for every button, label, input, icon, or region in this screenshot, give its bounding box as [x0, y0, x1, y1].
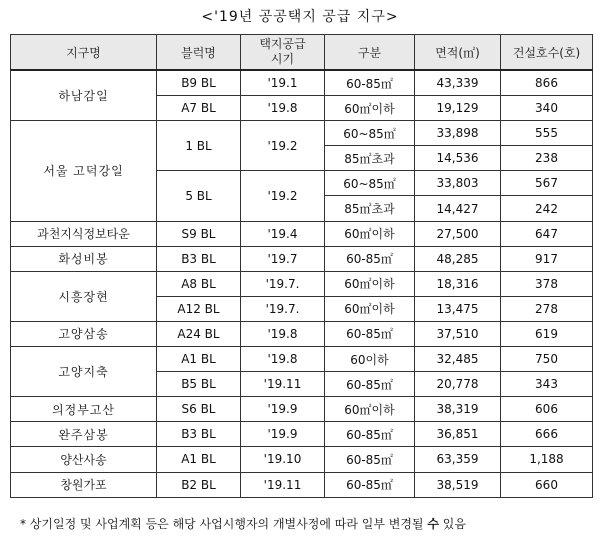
category-cell: 60-85㎡ — [325, 472, 415, 497]
district-cell: 과천지식정보타운 — [11, 221, 157, 246]
category-cell: 85㎡초과 — [325, 196, 415, 221]
footnote-suffix: 있음 — [438, 517, 466, 531]
timing-cell: '19.2 — [241, 171, 325, 221]
category-cell: 85㎡초과 — [325, 146, 415, 171]
units-cell: 917 — [501, 246, 593, 271]
category-cell: 60-85㎡ — [325, 70, 415, 96]
timing-cell: '19.7 — [241, 246, 325, 271]
block-cell: A12 BL — [157, 296, 241, 321]
table-row — [11, 121, 593, 146]
category-cell: 60㎡이하 — [325, 221, 415, 246]
header-timing-line1: 택지공급 — [259, 37, 306, 51]
district-cell: 서울 고덕강일 — [11, 121, 157, 221]
area-cell: 43,339 — [415, 70, 501, 96]
units-cell: 606 — [501, 397, 593, 422]
area-cell: 32,485 — [415, 347, 501, 372]
units-cell: 278 — [501, 296, 593, 321]
area-cell: 13,475 — [415, 296, 501, 321]
units-cell: 378 — [501, 271, 593, 296]
header-timing — [241, 35, 325, 71]
units-cell: 866 — [501, 70, 593, 96]
block-cell: 5 BL — [157, 171, 241, 221]
table-row — [11, 246, 593, 271]
timing-cell: '19.1 — [241, 70, 325, 96]
timing-cell: '19.7. — [241, 271, 325, 296]
block-cell: A24 BL — [157, 321, 241, 346]
table-row — [11, 321, 593, 346]
timing-cell: '19.10 — [241, 447, 325, 472]
timing-cell: '19.4 — [241, 221, 325, 246]
units-cell: 666 — [501, 422, 593, 447]
category-cell: 60이하 — [325, 347, 415, 372]
area-cell: 20,778 — [415, 372, 501, 397]
district-cell: 화성비봉 — [11, 246, 157, 271]
table-row — [11, 422, 593, 447]
block-cell: B3 BL — [157, 422, 241, 447]
category-cell: 60~85㎡ — [325, 121, 415, 146]
block-cell: B9 BL — [157, 70, 241, 96]
area-cell: 14,536 — [415, 146, 501, 171]
area-cell: 48,285 — [415, 246, 501, 271]
area-cell: 14,427 — [415, 196, 501, 221]
block-cell: B3 BL — [157, 246, 241, 271]
timing-cell: '19.11 — [241, 372, 325, 397]
area-cell: 27,500 — [415, 221, 501, 246]
units-cell: 750 — [501, 347, 593, 372]
area-cell: 36,851 — [415, 422, 501, 447]
block-cell: A8 BL — [157, 271, 241, 296]
table-row — [11, 397, 593, 422]
table-row — [11, 447, 593, 472]
units-cell: 340 — [501, 96, 593, 121]
table-row — [11, 271, 593, 296]
area-cell: 33,898 — [415, 121, 501, 146]
category-cell: 60㎡이하 — [325, 96, 415, 121]
district-cell: 시흥장현 — [11, 271, 157, 321]
footnote-prefix: * 상기일정 및 사업계획 등은 해당 사업시행자의 개별사정에 따라 일부 변경될 — [20, 517, 428, 531]
table-title: <'19년 공공택지 공급 지구> — [201, 9, 399, 25]
district-cell: 완주삼봉 — [11, 422, 157, 447]
block-cell: A7 BL — [157, 96, 241, 121]
area-cell: 37,510 — [415, 321, 501, 346]
units-cell: 647 — [501, 221, 593, 246]
units-cell: 343 — [501, 372, 593, 397]
units-cell: 1,188 — [501, 447, 593, 472]
category-cell: 60-85㎡ — [325, 422, 415, 447]
timing-cell: '19.8 — [241, 347, 325, 372]
block-cell: A1 BL — [157, 447, 241, 472]
category-cell: 60-85㎡ — [325, 321, 415, 346]
units-cell: 555 — [501, 121, 593, 146]
block-cell: S9 BL — [157, 221, 241, 246]
category-cell: 60-85㎡ — [325, 246, 415, 271]
units-cell: 242 — [501, 196, 593, 221]
district-cell: 의정부고산 — [11, 397, 157, 422]
category-cell: 60~85㎡ — [325, 171, 415, 196]
footnote — [20, 515, 595, 532]
area-cell: 63,359 — [415, 447, 501, 472]
category-cell: 60㎡이하 — [325, 271, 415, 296]
timing-cell: '19.9 — [241, 397, 325, 422]
block-cell: A1 BL — [157, 347, 241, 372]
area-cell: 38,319 — [415, 397, 501, 422]
timing-cell: '19.9 — [241, 422, 325, 447]
category-cell: 60㎡이하 — [325, 296, 415, 321]
area-cell: 38,519 — [415, 472, 501, 497]
units-cell: 238 — [501, 146, 593, 171]
timing-cell: '19.8 — [241, 96, 325, 121]
block-cell: 1 BL — [157, 121, 241, 171]
category-cell: 60-85㎡ — [325, 447, 415, 472]
header-row — [11, 35, 593, 71]
header-timing-line2: 시기 — [270, 52, 295, 66]
category-cell: 60-85㎡ — [325, 372, 415, 397]
units-cell: 660 — [501, 472, 593, 497]
district-cell: 창원가포 — [11, 472, 157, 497]
header-district: 지구명 — [11, 35, 157, 71]
footnote-bold: 수 — [427, 517, 439, 531]
district-cell: 고양지축 — [11, 347, 157, 397]
units-cell: 567 — [501, 171, 593, 196]
district-cell: 고양삼송 — [11, 321, 157, 346]
header-block: 블럭명 — [157, 35, 241, 71]
timing-cell: '19.11 — [241, 472, 325, 497]
area-cell: 33,803 — [415, 171, 501, 196]
header-category: 구분 — [325, 35, 415, 71]
table-row — [11, 472, 593, 497]
block-cell: B2 BL — [157, 472, 241, 497]
category-cell: 60㎡이하 — [325, 397, 415, 422]
block-cell: S6 BL — [157, 397, 241, 422]
header-units: 건설호수(호) — [501, 35, 593, 71]
table-row — [11, 221, 593, 246]
header-area: 면적(㎡) — [415, 35, 501, 71]
units-cell: 619 — [501, 321, 593, 346]
district-cell: 양산사송 — [11, 447, 157, 472]
table-row — [11, 70, 593, 96]
timing-cell: '19.8 — [241, 321, 325, 346]
table-row — [11, 347, 593, 372]
area-cell: 18,316 — [415, 271, 501, 296]
supply-table — [10, 34, 593, 498]
area-cell: 19,129 — [415, 96, 501, 121]
timing-cell: '19.2 — [241, 121, 325, 171]
timing-cell: '19.7. — [241, 296, 325, 321]
district-cell: 하남감일 — [11, 70, 157, 121]
block-cell: B5 BL — [157, 372, 241, 397]
